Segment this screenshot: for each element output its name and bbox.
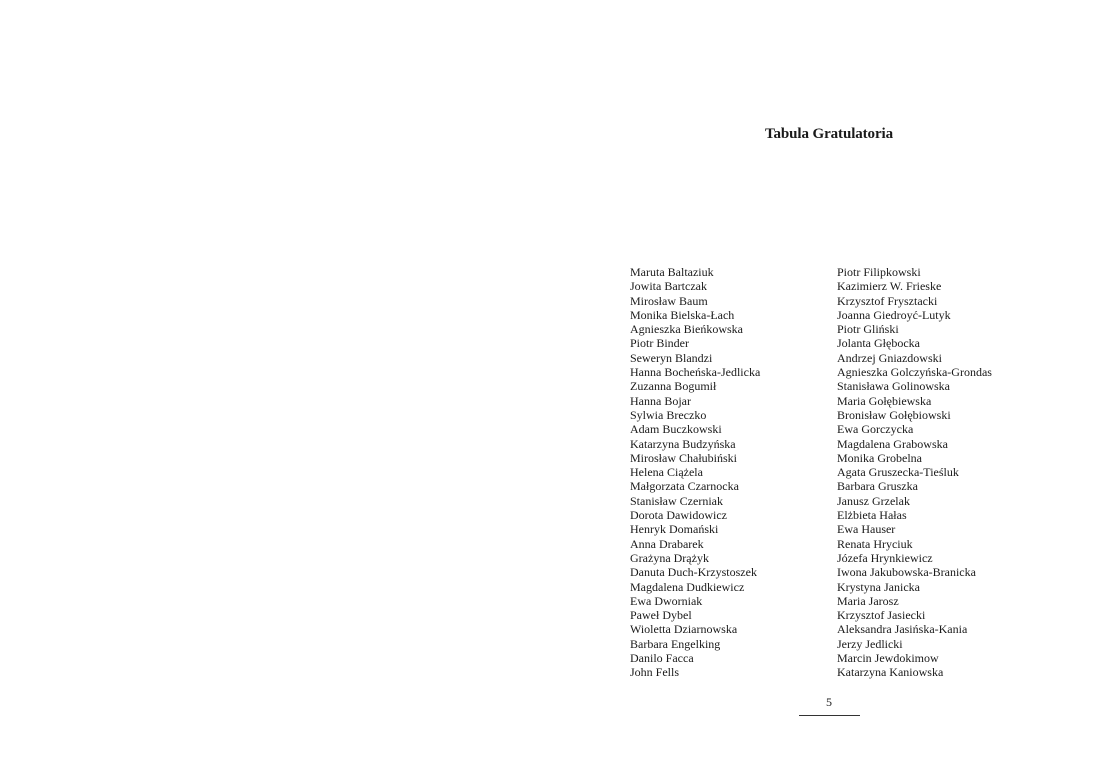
name-entry: Ewa Gorczycka [837, 422, 914, 437]
name-entry: John Fells [630, 665, 680, 680]
name-entry: Krystyna Janicka [837, 579, 920, 594]
name-entry: Jowita Bartczak [630, 279, 707, 294]
name-entry: Krzysztof Jasiecki [837, 608, 926, 623]
name-entry: Monika Grobelna [837, 450, 922, 465]
name-entry: Paweł Dybel [630, 608, 692, 623]
name-entry: Wioletta Dziarnowska [630, 622, 738, 637]
name-entry: Monika Bielska-Łach [630, 307, 735, 322]
name-entry: Magdalena Grabowska [837, 436, 948, 451]
name-entry: Jerzy Jedlicki [837, 636, 903, 651]
name-entry: Helena Ciążela [630, 465, 703, 480]
name-entry: Kazimierz W. Frieske [837, 279, 942, 294]
name-entry: Barbara Engelking [630, 636, 721, 651]
name-entry: Maria Gołębiewska [837, 393, 932, 408]
name-entry: Renata Hryciuk [837, 536, 913, 551]
name-entry: Stanisława Golinowska [837, 379, 950, 394]
name-entry: Marcin Jewdokimow [837, 651, 939, 666]
name-entry: Stanisław Czerniak [630, 493, 723, 508]
name-entry: Mirosław Baum [630, 293, 708, 308]
name-entry: Elżbieta Hałas [837, 508, 907, 523]
name-entry: Agnieszka Bieńkowska [630, 322, 743, 337]
name-entry: Bronisław Gołębiowski [837, 407, 951, 422]
name-entry: Jolanta Głębocka [837, 336, 920, 351]
name-entry: Piotr Filipkowski [837, 265, 921, 279]
page-number: 5 [826, 695, 832, 709]
name-entry: Sylwia Breczko [630, 407, 707, 422]
name-entry: Agata Gruszecka-Tieśluk [837, 465, 959, 480]
name-entry: Janusz Grzelak [837, 493, 910, 508]
names-column-right [837, 265, 992, 680]
name-entry: Hanna Bojar [630, 393, 691, 408]
name-entry: Ewa Dworniak [630, 593, 703, 608]
name-entry: Andrzej Gniazdowski [837, 350, 942, 365]
name-entry: Grażyna Drążyk [630, 550, 709, 565]
name-entry: Iwona Jakubowska-Branicka [837, 565, 976, 580]
name-entry: Ewa Hauser [837, 522, 896, 537]
name-entry: Zuzanna Bogumił [630, 379, 717, 394]
name-entry: Barbara Gruszka [837, 479, 918, 494]
name-entry: Maruta Baltaziuk [630, 265, 714, 279]
name-entry: Magdalena Dudkiewicz [630, 579, 745, 594]
name-entry: Dorota Dawidowicz [630, 508, 727, 523]
name-entry: Joanna Giedroyć-Lutyk [837, 307, 951, 322]
name-entry: Katarzyna Budzyńska [630, 436, 736, 451]
name-entry: Piotr Binder [630, 336, 689, 351]
name-entry: Hanna Bocheńska-Jedlicka [630, 365, 761, 380]
name-entry: Danilo Facca [630, 651, 694, 666]
page-number-rule [799, 715, 860, 716]
name-entry: Małgorzata Czarnocka [630, 479, 739, 494]
name-entry: Aleksandra Jasińska-Kania [837, 622, 968, 637]
name-entry: Agnieszka Golczyńska-Grondas [837, 365, 992, 380]
name-entry: Piotr Gliński [837, 322, 899, 337]
name-entry: Anna Drabarek [630, 536, 704, 551]
name-entry: Krzysztof Frysztacki [837, 293, 938, 308]
names-column-left [630, 265, 760, 680]
name-entry: Józefa Hrynkiewicz [837, 550, 933, 565]
name-entry: Adam Buczkowski [630, 422, 722, 437]
name-entry: Maria Jarosz [837, 593, 899, 608]
page-title: Tabula Gratulatoria [765, 126, 893, 142]
name-entry: Danuta Duch-Krzystoszek [630, 565, 757, 580]
name-entry: Seweryn Blandzi [630, 350, 713, 365]
name-entry: Henryk Domański [630, 522, 719, 537]
name-entry: Mirosław Chałubiński [630, 450, 737, 465]
name-entry: Katarzyna Kaniowska [837, 665, 944, 680]
